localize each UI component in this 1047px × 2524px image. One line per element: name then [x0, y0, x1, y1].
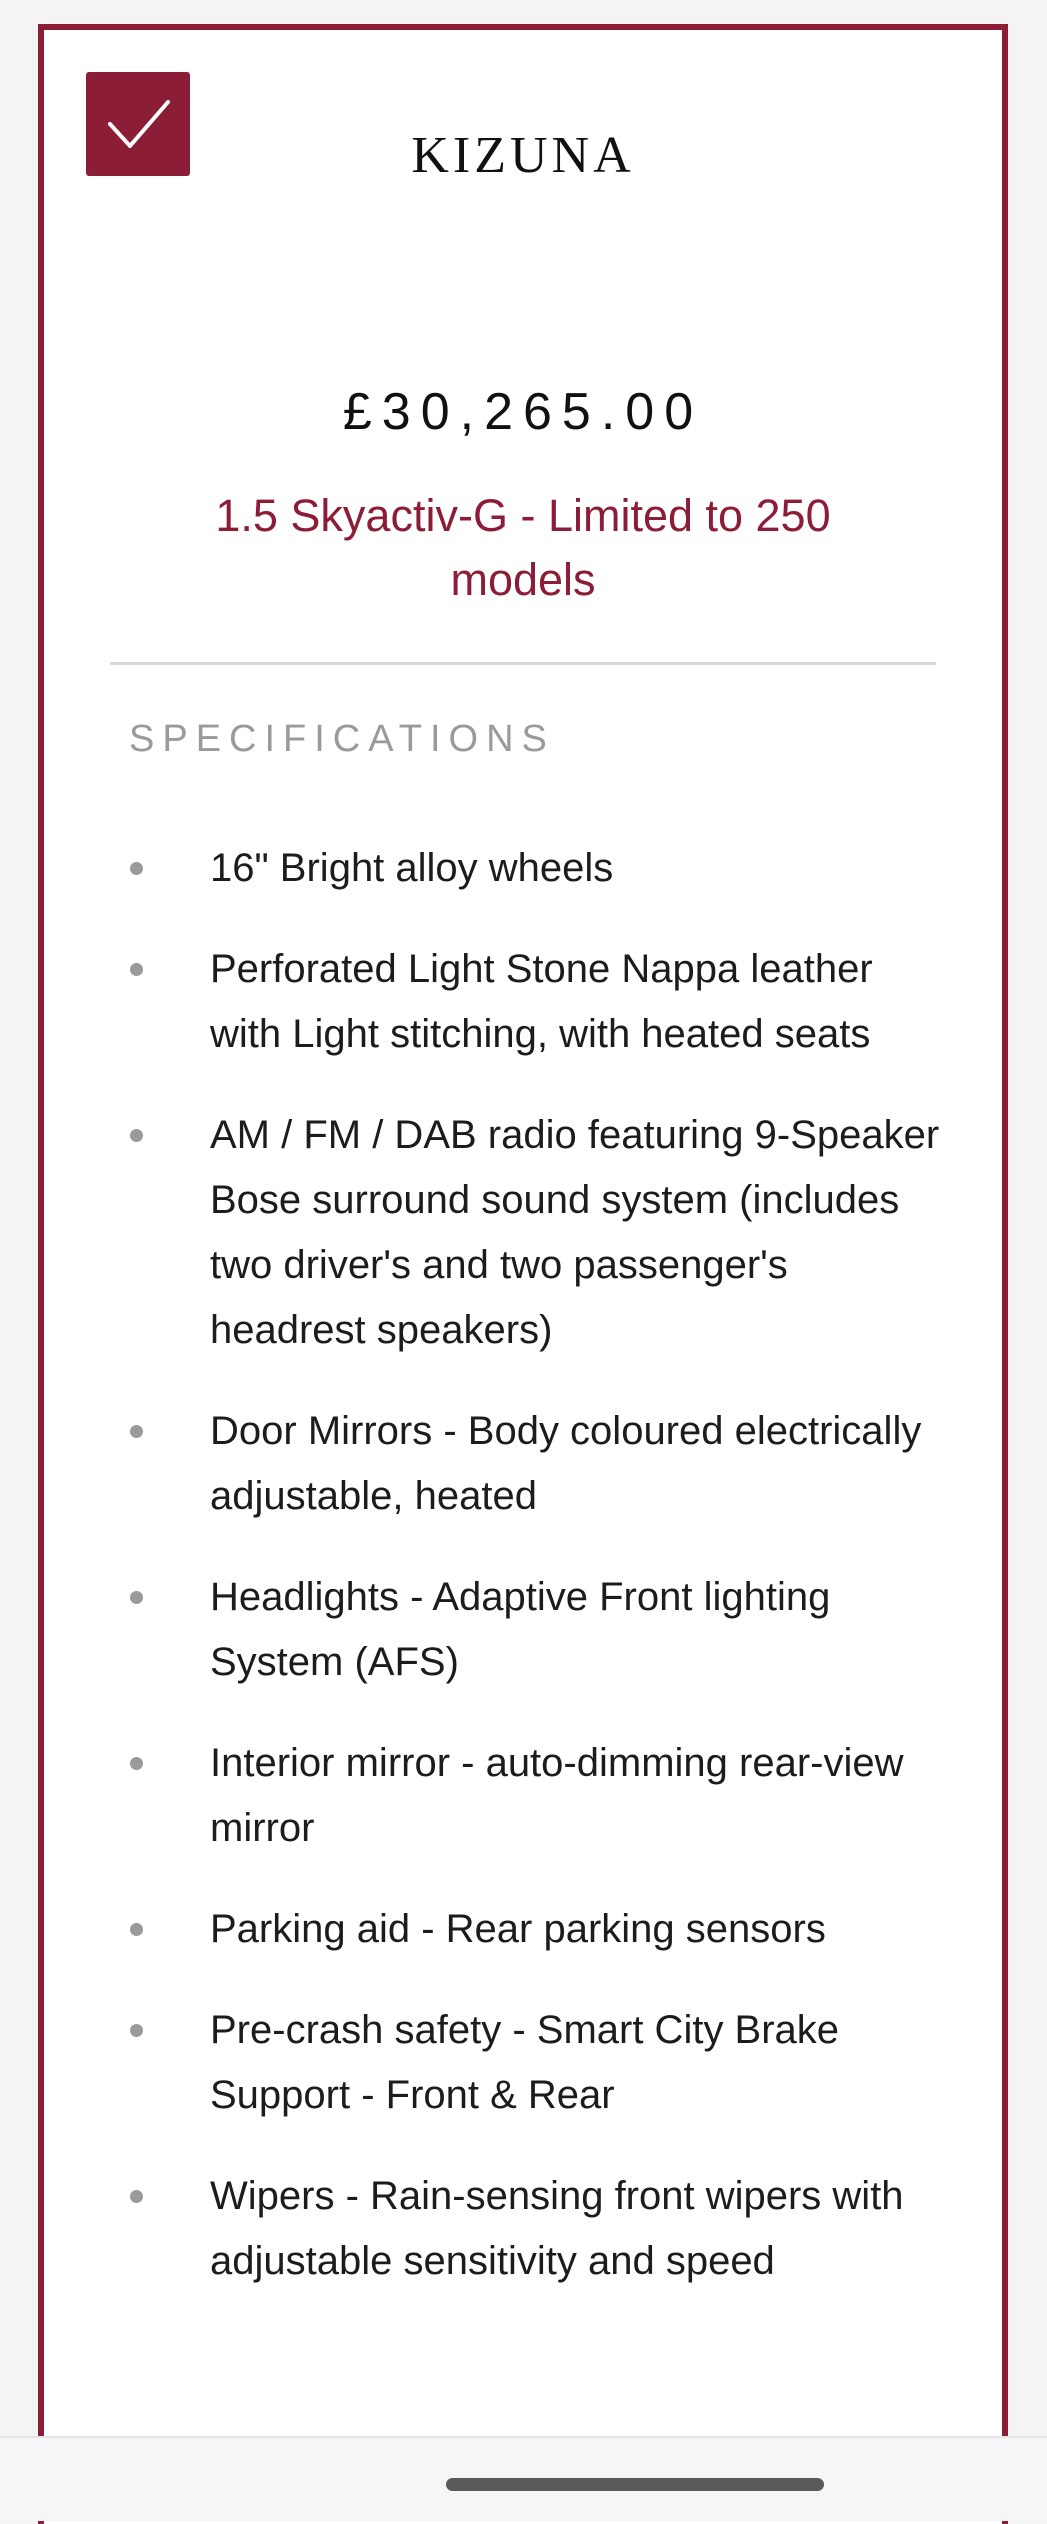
- spec-item: [44, 1731, 1002, 1861]
- spec-item-text: Wipers - Rain-sensing front wipers with adjustable sensitivity and speed: [210, 2174, 904, 2283]
- spec-item-text: AM / FM / DAB radio featuring 9-Speaker Bose surround sound system (includes two driver's and two passenger's headrest speakers): [210, 1113, 940, 1352]
- bullet-icon: [130, 862, 143, 875]
- spec-item-text: Door Mirrors - Body coloured electrically adjustable, heated: [210, 1409, 922, 1518]
- engine-description: 1.5 Skyactiv-G - Limited to 250 models: [215, 490, 831, 605]
- spec-item: [44, 1399, 1002, 1529]
- spec-item: [44, 1897, 1002, 1962]
- spec-item: [44, 836, 1002, 901]
- spec-item-text: Perforated Light Stone Nappa leather with Light stitching, with heated seats: [210, 947, 873, 1056]
- spec-item-text: Pre-crash safety - Smart City Brake Support - Front & Rear: [210, 2008, 840, 2117]
- bullet-icon: [130, 1425, 143, 1438]
- spec-item: [44, 937, 1002, 1067]
- spec-item-text: 16" Bright alloy wheels: [210, 846, 614, 890]
- price: £30,265.00: [342, 383, 704, 441]
- model-card: [38, 24, 1008, 2524]
- bullet-icon: [130, 1129, 143, 1142]
- spec-item-text: Parking aid - Rear parking sensors: [210, 1907, 826, 1951]
- specifications-list: [44, 836, 1002, 2330]
- bullet-icon: [130, 2190, 143, 2203]
- bullet-icon: [130, 963, 143, 976]
- spec-item: [44, 1103, 1002, 1363]
- spec-item: [44, 2164, 1002, 2294]
- bullet-icon: [130, 1757, 143, 1770]
- bullet-icon: [130, 2024, 143, 2037]
- divider: [110, 662, 936, 665]
- spec-item: [44, 1565, 1002, 1695]
- bullet-icon: [130, 1591, 143, 1604]
- spec-item-text: Headlights - Adaptive Front lighting System (AFS): [210, 1575, 831, 1684]
- spec-item: [44, 1998, 1002, 2128]
- model-name: KIZUNA: [411, 127, 635, 184]
- home-indicator[interactable]: [446, 2478, 824, 2491]
- bullet-icon: [130, 1923, 143, 1936]
- specifications-heading: SPECIFICATIONS: [129, 718, 555, 760]
- system-home-bar: [0, 2436, 1047, 2521]
- spec-item-text: Interior mirror - auto-dimming rear-view mirror: [210, 1741, 904, 1850]
